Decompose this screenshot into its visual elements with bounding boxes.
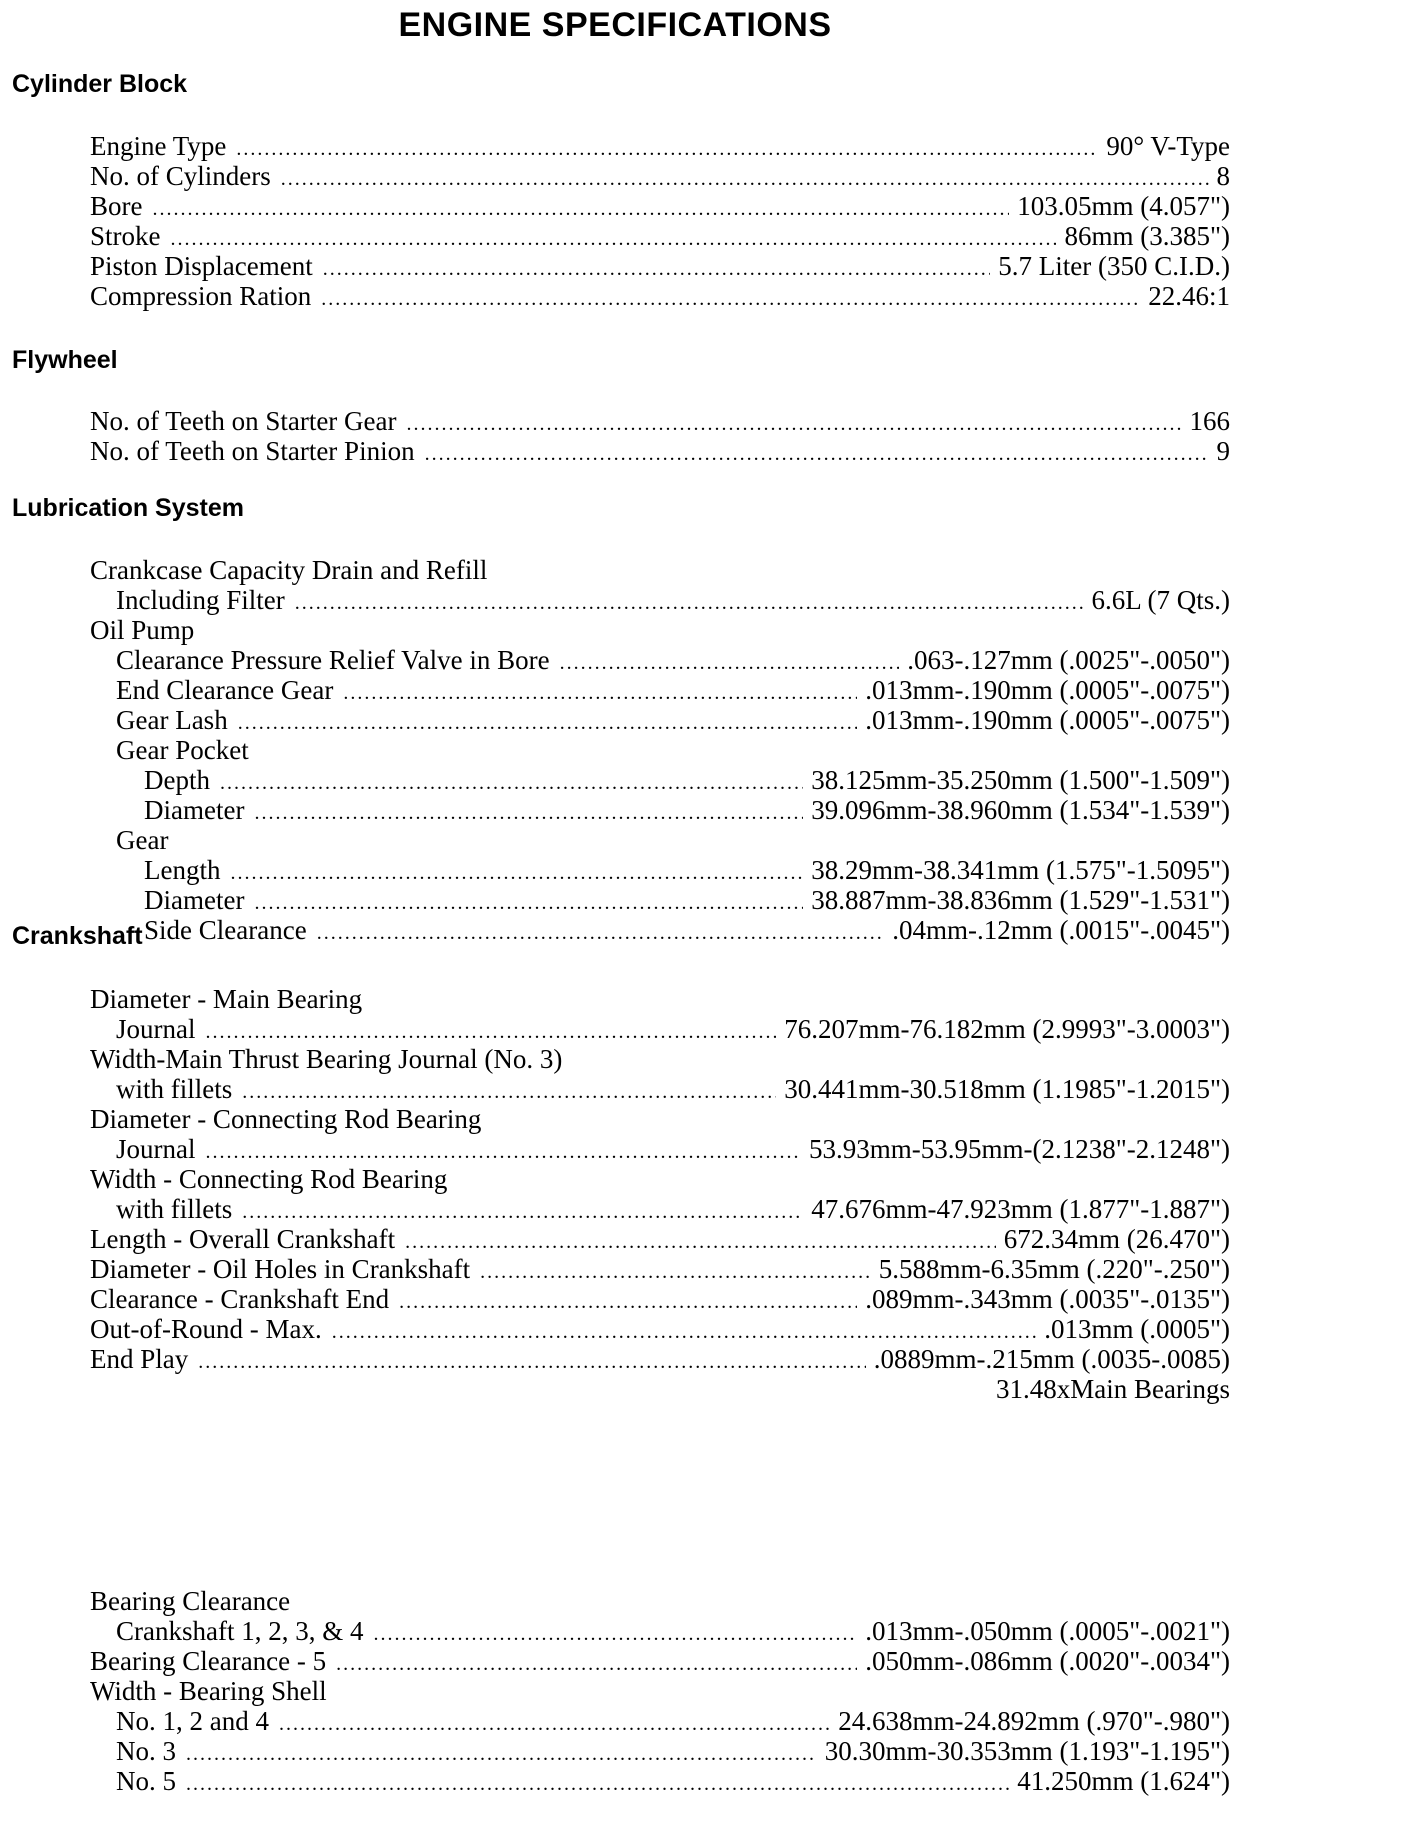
spec-row-shell-5 [0,1766,1230,1796]
spec-row-bearing-clearance-5 [0,1646,1230,1676]
leader-dots [236,134,1098,164]
spec-label: End Clearance Gear [116,675,334,705]
spec-value: 38.887mm-38.836mm (1.529"-1.531") [811,885,1230,915]
leader-dots [321,284,1140,314]
spec-row-compression [0,281,1230,311]
spec-label: Journal [116,1134,196,1164]
spec-label: Stroke [90,221,161,251]
spec-value: 86mm (3.385") [1064,221,1230,251]
spec-row-out-of-round [0,1314,1230,1344]
leader-dots [399,1287,857,1317]
spec-label: Width - Bearing Shell [90,1676,327,1706]
spec-label: Diameter [144,795,245,825]
spec-row-main-bearings-note [0,1374,1230,1404]
page-title: ENGINE SPECIFICATIONS [398,6,832,44]
spec-label: with fillets [116,1194,233,1224]
leader-dots [281,164,1209,194]
spec-row-starter-gear-teeth [0,406,1230,436]
spec-label: Gear [116,825,169,855]
spec-value: .013mm-.190mm (.0005"-.0075") [865,705,1230,735]
spec-label: Gear Lash [116,705,228,735]
spec-row-oil-holes [0,1254,1230,1284]
flywheel-specs [0,406,1230,466]
leader-dots [336,1649,857,1679]
spec-row-shell-3 [0,1736,1230,1766]
spec-label: Clearance - Crankshaft End [90,1284,390,1314]
spec-value: 166 [1189,406,1230,436]
spec-value: 8 [1216,161,1230,191]
spec-label: Gear Pocket [116,735,249,765]
cylinder-block-specs [0,131,1230,311]
spec-value: 38.29mm-38.341mm (1.575"-1.5095") [811,855,1230,885]
leader-dots [560,648,900,678]
leader-dots [220,768,803,798]
spec-row-gear-length [0,855,1230,885]
spec-value: .0889mm-.215mm (.0035-.0085) [873,1344,1230,1374]
spec-value: .013mm (.0005") [1044,1314,1230,1344]
spec-label: No. of Teeth on Starter Gear [90,406,397,436]
spec-group-rod-bearing-diameter [0,1104,1230,1134]
spec-value: 30.441mm-30.518mm (1.1985"-1.2015") [784,1074,1230,1104]
spec-row-including-filter [0,585,1230,615]
spec-label: Out-of-Round - Max. [90,1314,322,1344]
spec-value: .063-.127mm (.0025"-.0050") [907,645,1230,675]
spec-label: Diameter - Oil Holes in Crankshaft [90,1254,471,1284]
spec-group-gear [0,825,1230,855]
spec-label: Crankshaft 1, 2, 3, & 4 [116,1616,364,1646]
section-heading-crankshaft: Crankshaft [12,922,143,950]
leader-dots [238,708,858,738]
spec-label: Engine Type [90,131,227,161]
spec-value: 39.096mm-38.960mm (1.534"-1.539") [811,795,1230,825]
spec-label: No. 1, 2 and 4 [116,1706,269,1736]
spec-value: 5.588mm-6.35mm (.220"-.250") [878,1254,1230,1284]
spec-label: No. of Cylinders [90,161,271,191]
spec-label: Bearing Clearance - 5 [90,1646,327,1676]
spec-value: .04mm-.12mm (.0015"-.0045") [892,915,1230,945]
spec-row-relief-valve [0,645,1230,675]
spec-label: Diameter - Main Bearing [90,984,363,1014]
spec-value: 672.34mm (26.470") [1003,1224,1230,1254]
spec-row-bore [0,191,1230,221]
spec-group-gear-pocket [0,735,1230,765]
spec-label: Including Filter [116,585,285,615]
spec-label: Side Clearance [144,915,307,945]
spec-group-bearing-clearance [0,1586,1230,1616]
spec-row-engine-type [0,131,1230,161]
spec-row-rod-journal [0,1134,1230,1164]
section-heading-flywheel: Flywheel [12,346,118,374]
spec-value: 31.48xMain Bearings [996,1374,1230,1404]
leader-dots [279,1709,830,1739]
lubrication-specs [0,555,1230,945]
leader-dots [332,1317,1037,1347]
spec-value: 22.46:1 [1148,281,1230,311]
leader-dots [205,1137,801,1167]
spec-value: .013mm-.190mm (.0005"-.0075") [865,675,1230,705]
spec-label: Depth [144,765,210,795]
leader-dots [242,1197,803,1227]
spec-row-crankshaft-1-4 [0,1616,1230,1646]
spec-row-pocket-depth [0,765,1230,795]
spec-label: No. of Teeth on Starter Pinion [90,436,415,466]
spec-label: No. 3 [116,1736,176,1766]
spec-row-stroke [0,221,1230,251]
spec-value: 76.207mm-76.182mm (2.9993"-3.0003") [784,1014,1230,1044]
spec-value: 47.676mm-47.923mm (1.877"-1.887") [811,1194,1230,1224]
spec-label: Oil Pump [90,615,195,645]
spec-label: Length - Overall Crankshaft [90,1224,396,1254]
leader-dots [254,888,803,918]
spec-label: Length [144,855,221,885]
leader-dots [230,858,803,888]
spec-label: Journal [116,1014,196,1044]
spec-row-end-clearance [0,1284,1230,1314]
spec-label: End Play [90,1344,189,1374]
spec-row-starter-pinion-teeth [0,436,1230,466]
leader-dots [323,254,991,284]
leader-dots [480,1257,871,1287]
leader-dots [152,194,1009,224]
leader-dots [425,439,1209,469]
spec-row-rod-fillets [0,1194,1230,1224]
spec-row-cylinders [0,161,1230,191]
section-heading-cylinder-block: Cylinder Block [12,70,188,98]
spec-value: 5.7 Liter (350 C.I.D.) [998,251,1230,281]
spec-label: Width - Connecting Rod Bearing [90,1164,448,1194]
crankshaft-specs [0,984,1230,1404]
spec-row-gear-diameter [0,885,1230,915]
spec-value: 38.125mm-35.250mm (1.500"-1.509") [811,765,1230,795]
spec-value: 41.250mm (1.624") [1017,1766,1230,1796]
spec-group-crankcase [0,555,1230,585]
spec-label: Width-Main Thrust Bearing Journal (No. 3) [90,1044,563,1074]
spec-row-shell-1-2-4 [0,1706,1230,1736]
spec-group-main-bearing-diameter [0,984,1230,1014]
spec-label: with fillets [116,1074,233,1104]
leader-dots [198,1347,866,1377]
spec-value: 103.05mm (4.057") [1017,191,1230,221]
spec-label: Diameter - Connecting Rod Bearing [90,1104,482,1134]
spec-label: Piston Displacement [90,251,313,281]
leader-dots [407,409,1182,439]
spec-group-thrust-journal-width [0,1044,1230,1074]
spec-group-bearing-shell-width [0,1676,1230,1706]
spec-value: .089mm-.343mm (.0035"-.0135") [865,1284,1230,1314]
leader-dots [405,1227,996,1257]
leader-dots [171,224,1057,254]
spec-label: Compression Ration [90,281,312,311]
spec-row-displacement [0,251,1230,281]
spec-row-main-journal [0,1014,1230,1044]
spec-row-end-play [0,1344,1230,1374]
leader-dots [205,1017,776,1047]
section-heading-lubrication: Lubrication System [12,494,244,522]
spec-label: Diameter [144,885,245,915]
leader-dots [186,1769,1009,1799]
leader-dots [343,678,857,708]
spec-row-gear-side-clearance [0,915,1230,945]
spec-label: No. 5 [116,1766,176,1796]
spec-row-overall-length [0,1224,1230,1254]
spec-value: 90° V-Type [1106,131,1230,161]
spec-row-thrust-fillets [0,1074,1230,1104]
spec-row-gear-lash [0,705,1230,735]
spec-value: 24.638mm-24.892mm (.970"-.980") [838,1706,1230,1736]
spec-value: 9 [1216,436,1230,466]
spec-label: Bearing Clearance [90,1586,291,1616]
leader-dots [254,798,803,828]
spec-value: .013mm-.050mm (.0005"-.0021") [865,1616,1230,1646]
leader-dots [186,1739,817,1769]
spec-row-end-clearance-gear [0,675,1230,705]
spec-label: Clearance Pressure Relief Valve in Bore [116,645,550,675]
leader-dots [295,588,1084,618]
spec-group-rod-bearing-width [0,1164,1230,1194]
spec-label: Bore [90,191,143,221]
spec-value: .050mm-.086mm (.0020"-.0034") [865,1646,1230,1676]
spec-row-pocket-diameter [0,795,1230,825]
spec-value: 30.30mm-30.353mm (1.193"-1.195") [824,1736,1230,1766]
leader-dots [373,1619,857,1649]
spec-value: 53.93mm-53.95mm-(2.1238"-2.1248") [808,1134,1230,1164]
spec-value: 6.6L (7 Qts.) [1091,585,1230,615]
leader-dots [242,1077,776,1107]
spec-group-oil-pump [0,615,1230,645]
leader-dots [317,918,885,948]
spec-label: Crankcase Capacity Drain and Refill [90,555,488,585]
bearing-clearance-specs [0,1586,1230,1796]
